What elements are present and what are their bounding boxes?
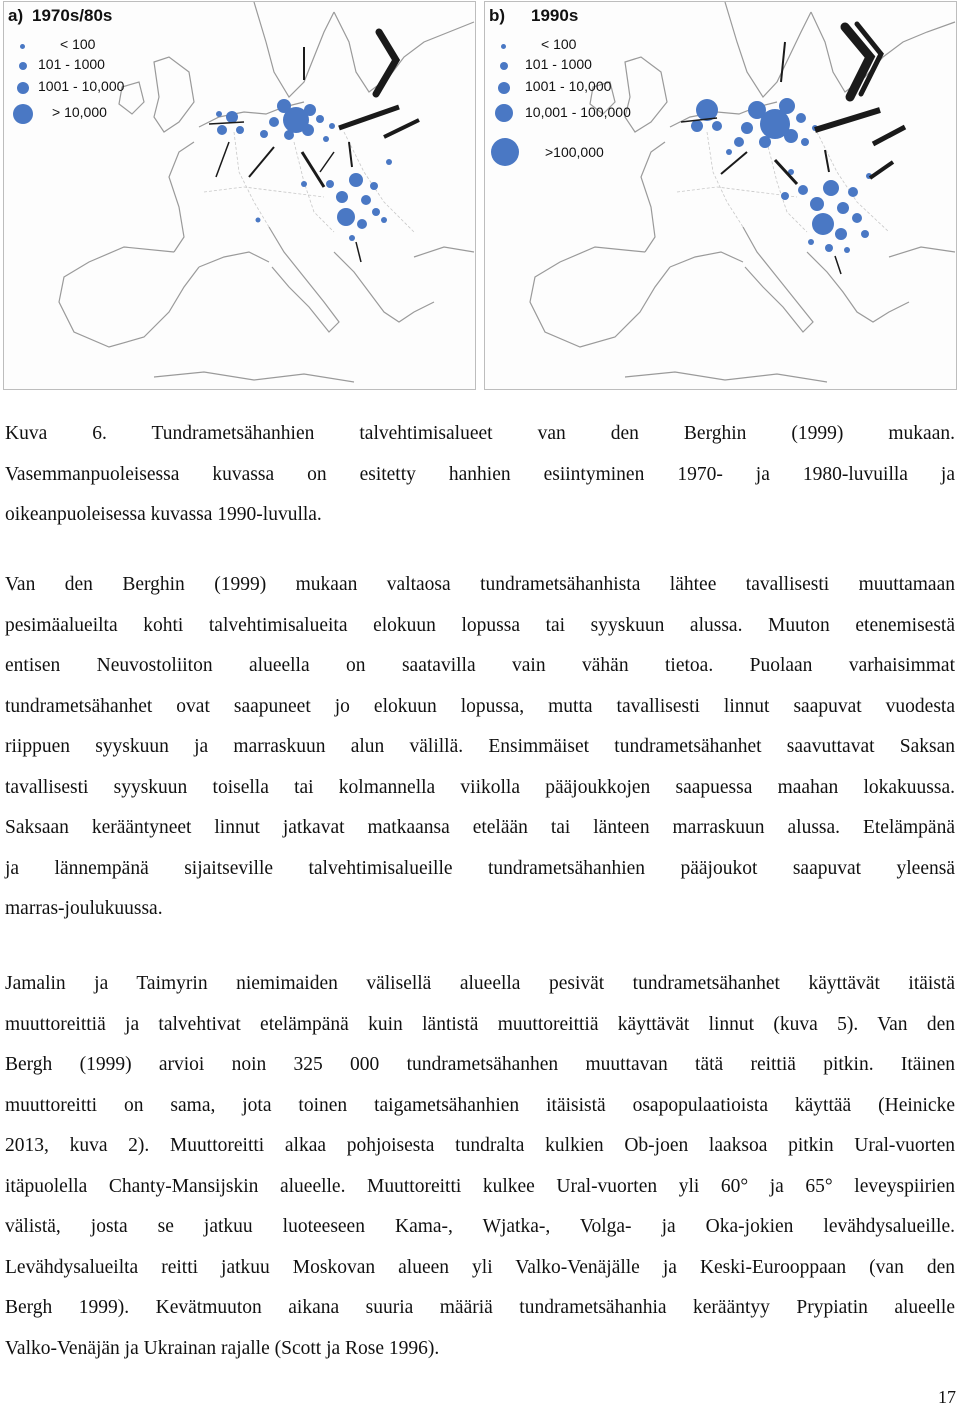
site-dot — [748, 101, 766, 119]
site-dot — [812, 213, 834, 235]
legend-label: < 100 — [60, 36, 96, 52]
site-dot — [304, 104, 316, 116]
caption-line: oikeanpuoleisessa kuvassa 1990-luvulla. — [5, 504, 322, 525]
site-dot — [226, 111, 238, 123]
coastline-africa — [625, 372, 827, 382]
legend-dot — [491, 138, 519, 166]
site-dot — [336, 191, 348, 203]
site-dot — [801, 138, 809, 146]
paragraph-line: Valko-Venäjän ja Ukrainan rajalle (Scott ja Rose 1996). — [5, 1337, 440, 1359]
figure-caption — [5, 414, 955, 536]
site-dot — [784, 129, 798, 143]
migration-arrow — [815, 110, 880, 130]
site-dot — [844, 247, 850, 253]
site-dot — [372, 208, 380, 216]
site-dot — [381, 217, 387, 223]
coastline-baltic — [811, 12, 955, 92]
paragraph-line: entisen Neuvostoliiton alueella on saatavilla vain vähän tietoa. Puolaan varhaisimmat — [5, 655, 955, 676]
site-dot — [835, 228, 847, 240]
site-dot — [852, 213, 862, 223]
paragraph-line: välistä, josta se jatkuu luoteeseen Kama-, Wjatka-, Volga- ja Oka-jokien levähdysalueille. — [5, 1216, 955, 1237]
legend-label: 101 - 1000 — [38, 56, 105, 72]
site-dot — [691, 120, 703, 132]
paragraph-line: Jamalin ja Taimyrin niemimaiden välisellä alueella pesivät tundrametsähanhet käyttävät itäistä — [5, 973, 955, 994]
paragraph-line: Bergh 1999). Kevätmuuton aikana suuria määriä tundrametsähanhia kerääntyy Prypiatin alueelle — [5, 1297, 955, 1318]
paragraph-line: Saksaan kerääntyneet linnut jatkavat matkaansa etelään tai länteen marraskuun alussa. Etelämpänä — [5, 817, 955, 838]
legend-dot — [13, 104, 33, 124]
migration-arrow — [721, 152, 747, 174]
site-dot — [329, 123, 335, 129]
site-dot — [825, 244, 833, 252]
migration-arrow — [376, 32, 396, 94]
border-line — [204, 187, 324, 197]
legend-label: < 100 — [541, 36, 577, 52]
paragraph-line: 2013, kuva 2). Muuttoreitti alkaa pohjoisesta tundralta kulkien Ob-joen laaksoa pitkin Ural-vuorten — [5, 1135, 955, 1156]
coastline-mediterranean — [670, 252, 743, 267]
paragraph-line: Levähdysalueilta reitti jatkuu Moskovan alueen yli Valko-Venäjälle ja Keski-Eurooppaan (van den — [5, 1256, 955, 1278]
migration-arrow — [320, 152, 334, 172]
legend-label: > 10,000 — [52, 104, 107, 120]
legend-label: 1001 - 10,000 — [525, 78, 612, 94]
site-dot — [301, 181, 307, 187]
legend-dot — [19, 62, 27, 70]
paragraph-line: marras-joulukuussa. — [5, 898, 163, 919]
coastline-france-west — [641, 142, 665, 252]
body-paragraph-2 — [5, 964, 955, 1369]
map-panel-1970s-80s — [3, 1, 476, 390]
border-line — [677, 187, 797, 197]
site-dot — [848, 187, 858, 197]
page-number: 17 — [938, 1387, 956, 1407]
coastline-africa — [154, 372, 354, 382]
paragraph-line: muuttoreittiä ja talvehtivat etelämpänä kuin läntistä muuttoreittiä käyttävät linnut (kuva 5). Van den — [5, 1013, 955, 1035]
migration-arrow — [216, 142, 229, 177]
legend-dot — [500, 62, 508, 70]
legend-title-a: 1970s/80s — [32, 6, 113, 25]
paragraph-line: riippuen syyskuun ja marraskuun alun välillä. Ensimmäiset tundrametsähanhet saavuttavat Saksan — [5, 736, 955, 757]
site-dot — [323, 136, 329, 142]
paragraph-line: tavallisesti syyskuun toisella tai kolmannella viikolla pääjoukkojen saapuessa maahan lokakuussa. — [5, 776, 955, 798]
legend-label: 10,001 - 100,000 — [525, 104, 631, 120]
site-dot — [277, 99, 291, 113]
migration-arrow — [870, 162, 893, 178]
site-dot — [823, 180, 839, 196]
coastline-italy — [269, 227, 339, 332]
migration-arrow — [356, 242, 361, 262]
site-dot — [316, 115, 324, 123]
migration-arrow — [249, 147, 274, 177]
paragraph-line: tundrametsähanhet ovat saapuneet jo elokuun lopussa, mutta tavallisesti linnut saapuvat vuodesta — [5, 695, 955, 717]
migration-arrow — [384, 120, 419, 137]
legend-dot — [20, 44, 25, 49]
site-dot — [361, 195, 371, 205]
site-dot — [759, 136, 771, 148]
panel-letter-b: b) — [489, 6, 506, 25]
site-dot — [837, 202, 849, 214]
site-dot — [734, 137, 744, 147]
site-dot — [236, 126, 244, 134]
site-dot — [217, 125, 227, 135]
coastline-british-isles — [625, 57, 667, 132]
site-dot — [216, 111, 222, 117]
legend-dot — [501, 44, 506, 49]
legend-label: >100,000 — [545, 144, 604, 160]
site-dot — [337, 208, 355, 226]
paragraph-line: Bergh (1999) arvioi noin 325 000 tundrametsähanhen muuttavan tätä reittiä pitkin. Itäinen — [5, 1054, 955, 1075]
coastline-baltic — [334, 12, 474, 92]
paragraph-line: muuttoreitti on sama, jota toinen taigametsähanhien itäisistä osapopulaatioista käyttää (Heinicke — [5, 1094, 955, 1116]
migration-maps-figure — [3, 1, 957, 390]
legend-label: 1001 - 10,000 — [38, 78, 125, 94]
migration-arrow — [873, 127, 905, 144]
site-dot — [357, 219, 367, 229]
coastline-iberia — [530, 247, 670, 347]
site-dot — [781, 192, 789, 200]
coastline-balkans — [807, 252, 909, 322]
migration-arrow — [781, 42, 785, 82]
site-dot — [370, 182, 378, 190]
migration-arrow — [209, 122, 244, 124]
site-dot — [798, 185, 808, 195]
site-dot — [386, 159, 392, 165]
legend-label: 101 - 1000 — [525, 56, 592, 72]
paragraph-line: itäpuolella Chanty-Mansijskin alueelle. Muuttoreitti kulkee Ural-vuorten yli 60° ja 65° leveyspiirien — [5, 1175, 955, 1197]
panel-letter-a: a) — [8, 6, 24, 25]
site-dot — [808, 239, 814, 245]
body-paragraph-1 — [5, 565, 955, 930]
site-dot — [726, 149, 732, 155]
coastline-scandinavia — [254, 2, 334, 97]
legend-dot — [17, 82, 29, 94]
site-dot — [779, 98, 795, 114]
legend-dot — [495, 104, 513, 122]
caption-line: Kuva 6. Tundrametsähanhien talvehtimisalueet van den Berghin (1999) mukaan. — [5, 423, 955, 444]
coastline-france-west — [169, 142, 194, 252]
migration-arrow — [825, 150, 829, 172]
coastline-iberia — [59, 247, 199, 347]
site-dot — [349, 173, 363, 187]
site-dot — [712, 121, 722, 131]
site-dot — [256, 218, 261, 223]
coastline-black-sea — [889, 247, 955, 257]
coastline-scandinavia — [725, 2, 811, 97]
migration-arrow — [835, 256, 841, 274]
coastline-mediterranean — [199, 252, 269, 267]
migration-arrow — [339, 107, 399, 128]
site-dot — [796, 113, 806, 123]
legend-title-b: 1990s — [531, 6, 579, 25]
site-dot — [302, 124, 314, 136]
coastline-black-sea — [414, 247, 474, 257]
legend-dot — [498, 82, 510, 94]
site-dot — [284, 130, 294, 140]
caption-line: Vasemmanpuoleisessa kuvassa on esitetty hanhien esiintyminen 1970- ja 1980-luvuilla ja — [5, 463, 955, 485]
paragraph-line: Van den Berghin (1999) mukaan valtaosa tundrametsähanhista lähtee tavallisesti muuttamaan — [5, 574, 955, 595]
border-line — [234, 132, 269, 227]
site-dot — [349, 235, 355, 241]
paragraph-line: ja lännempänä sijaitseville talvehtimisalueille tundrametsähanhien pääjoukot saapuvat yleensä — [5, 857, 955, 879]
site-dot — [741, 122, 753, 134]
map-panel-1990s — [484, 1, 957, 390]
site-dot — [861, 230, 869, 238]
paragraph-line: pesimäalueilta kohti talvehtimisalueita elokuun lopussa tai syyskuun alussa. Muuton etenemisestä — [5, 614, 955, 636]
site-dot — [269, 117, 279, 127]
coastline-italy — [743, 227, 813, 332]
site-dot — [810, 197, 824, 211]
coastline-british-isles — [154, 57, 194, 132]
site-dot — [326, 180, 334, 188]
site-dot — [260, 130, 268, 138]
coastline-balkans — [334, 252, 434, 322]
